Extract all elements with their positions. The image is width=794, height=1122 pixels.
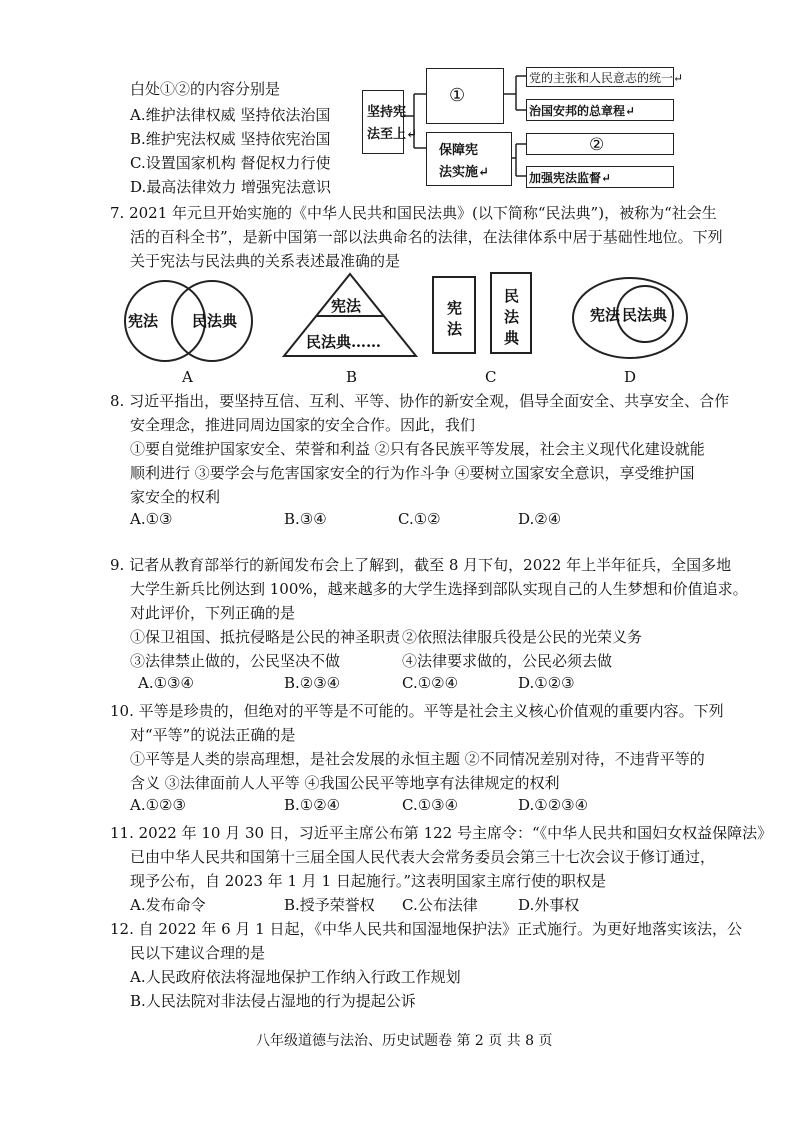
diagram-blank1-marker: ①: [449, 85, 466, 106]
diagram-mid-box: [426, 132, 512, 186]
q6-option-d: D.最高法律效力 增强宪法意识: [130, 178, 332, 196]
q12-option-a: A.人民政府依法将湿地保护工作纳入行政工作规划: [130, 968, 461, 986]
fig-b-bottom-label: 民法典……: [306, 333, 382, 351]
q6-option-a: A.维护法律权威 坚持依法治国: [130, 106, 331, 124]
q11-line-2: 已由中华人民共和国第十三届全国人民代表大会常务委员会第三十七次会议于修订通过，: [130, 848, 716, 866]
fig-d-outer-label: 宪法: [590, 306, 621, 324]
q8-option-c: C.①②: [398, 510, 441, 528]
q9-option-a: A.①③④: [138, 674, 194, 692]
diagram-root-line1: 坚持宪: [367, 105, 407, 120]
fig-d-inner-label: 民法典: [622, 306, 668, 324]
q9-item-4: ④法律要求做的，公民必须去做: [402, 652, 613, 670]
fig-c-right-char3: 典: [504, 329, 520, 347]
q6-stem: 白处①②的内容分别是: [130, 80, 281, 98]
q9-line-2: 大学生新兵比例达到 100%，越来越多的大学生选择到部队实现自己的人生梦想和价值追求。: [130, 580, 748, 598]
q6-option-c: C.设置国家机构 督促权力行使: [130, 154, 331, 172]
q8-line-1: 8. 习近平指出，要坚持互信、互利、平等、协作的新安全观，倡导全面安全、共享安全、合作: [110, 392, 730, 410]
q8-line-2: 安全理念，推进同周边国家的安全合作。因此，我们: [130, 416, 476, 434]
q9-option-c: C.①②④: [402, 674, 459, 692]
q11-option-d: D.外事权: [518, 896, 580, 914]
q10-line-1: 10. 平等是珍贵的，但绝对的平等是不可能的。平等是社会主义核心价值观的重要内容。下列: [110, 702, 724, 720]
q9-item-1: ①保卫祖国、抵抗侵略是公民的神圣职责: [130, 628, 401, 646]
q10-line-4: 含义 ③法律面前人人平等 ④我国公民平等地享有法律规定的权利: [130, 774, 560, 792]
diagram-leaf4-box: [526, 166, 674, 188]
q8-line-3: ①要自觉维护国家安全、荣誉和利益 ②只有各民族平等发展，社会主义现代化建设就能: [130, 440, 705, 458]
q9-line-3: 对此评价，下列正确的是: [130, 604, 296, 622]
fig-c-letter: C: [485, 368, 497, 386]
q10-line-3: ①平等是人类的崇高理想，是社会发展的永恒主题 ②不同情况差别对待，不违背平等的: [130, 750, 705, 768]
diagram-mid-line2: 法实施↵: [439, 165, 489, 180]
q8-option-a: A.①③: [130, 510, 173, 528]
q10-option-a: A.①②③: [130, 796, 186, 814]
diagram-blank1-box: [426, 68, 504, 124]
fig-a-letter: A: [182, 368, 193, 386]
q7-line-3: 关于宪法与民法典的关系表述最准确的是: [130, 252, 401, 270]
q11-option-c: C.公布法律: [402, 896, 478, 914]
q12-line-2: 民以下建议合理的是: [130, 944, 266, 962]
fig-c-left-char2: 法: [447, 320, 463, 338]
q9-item-2: ②依照法律服兵役是公民的光荣义务: [402, 628, 643, 646]
fig-b-top-label: 宪法: [331, 297, 362, 315]
diagram-leaf4-text: 加强宪法监督↵: [529, 171, 612, 185]
q12-line-1: 12. 自 2022 年 6 月 1 日起，《中华人民共和国湿地保护法》正式施行。为更好地落实该法，公: [110, 920, 742, 938]
diagram-root-box: [362, 90, 417, 154]
fig-c-right-char1: 民: [504, 287, 520, 305]
fig-c-right-char2: 法: [504, 308, 520, 326]
q11-line-3: 现予公布，自 2023 年 1 月 1 日起施行。”这表明国家主席行使的职权是: [130, 872, 607, 890]
fig-d-letter: D: [624, 368, 637, 386]
q10-option-b: B.①②④: [284, 796, 341, 814]
fig-a-left-label: 宪法: [128, 312, 159, 330]
q8-option-d: D.②④: [518, 510, 562, 528]
q6-option-b: B.维护宪法权威 坚持依宪治国: [130, 130, 331, 148]
q8-option-b: B.③④: [284, 510, 327, 528]
q9-option-b: B.②③④: [284, 674, 341, 692]
q7-line-2: 活的百科全书”，是新中国第一部以法典命名的法律，在法律体系中居于基础性地位。下列: [130, 228, 723, 246]
diagram-leaf1-box: [526, 67, 684, 87]
q11-option-b: B.授予荣誉权: [284, 896, 375, 914]
diagram-leaf1-text: 党的主张和人民意志的统一↵: [529, 71, 684, 85]
q11-line-1: 11. 2022 年 10 月 30 日，习近平主席公布第 122 号主席令：“《中华人民共和国妇女权益保障法》: [110, 824, 773, 842]
q7-line-1: 7. 2021 年元旦开始实施的《中华人民共和国民法典》(以下简称“民法典”)，被称为“社会生: [110, 204, 717, 222]
q8-line-5: 家安全的权利: [130, 488, 221, 506]
diagram-blank2-marker: ②: [589, 135, 605, 155]
page-footer: 八年级道德与法治、历史试题卷 第 2 页 共 8 页: [256, 1033, 553, 1049]
diagram-mid-line1: 保障宪: [439, 143, 479, 158]
diagram-leaf2-box: [526, 99, 674, 121]
q8-line-4: 顺利进行 ③要学会与危害国家安全的行为作斗争 ④要树立国家安全意识，享受维护国: [130, 464, 695, 482]
fig-a-right-label: 民法典: [192, 312, 238, 330]
q9-option-d: D.①②③: [518, 674, 575, 692]
q12-option-b: B.人民法院对非法侵占湿地的行为提起公诉: [130, 992, 416, 1010]
fig-b-letter: B: [346, 368, 358, 386]
fig-c-left-char1: 宪: [447, 299, 463, 317]
q10-line-2: 对“平等”的说法正确的是: [130, 726, 296, 744]
diagram-root-line2: 法至上↵: [367, 127, 417, 142]
q10-option-d: D.①②③④: [518, 796, 589, 814]
q10-option-c: C.①③④: [402, 796, 459, 814]
q11-option-a: A.发布命令: [130, 896, 206, 914]
q9-line-1: 9. 记者从教育部举行的新闻发布会上了解到，截至 8 月下旬，2022 年上半年征兵，全国多地: [110, 556, 732, 574]
diagram-leaf2-text: 治国安邦的总章程↵: [529, 104, 636, 118]
diagram-blank2-box: [526, 133, 674, 155]
q9-item-3: ③法律禁止做的，公民坚决不做: [130, 652, 341, 670]
